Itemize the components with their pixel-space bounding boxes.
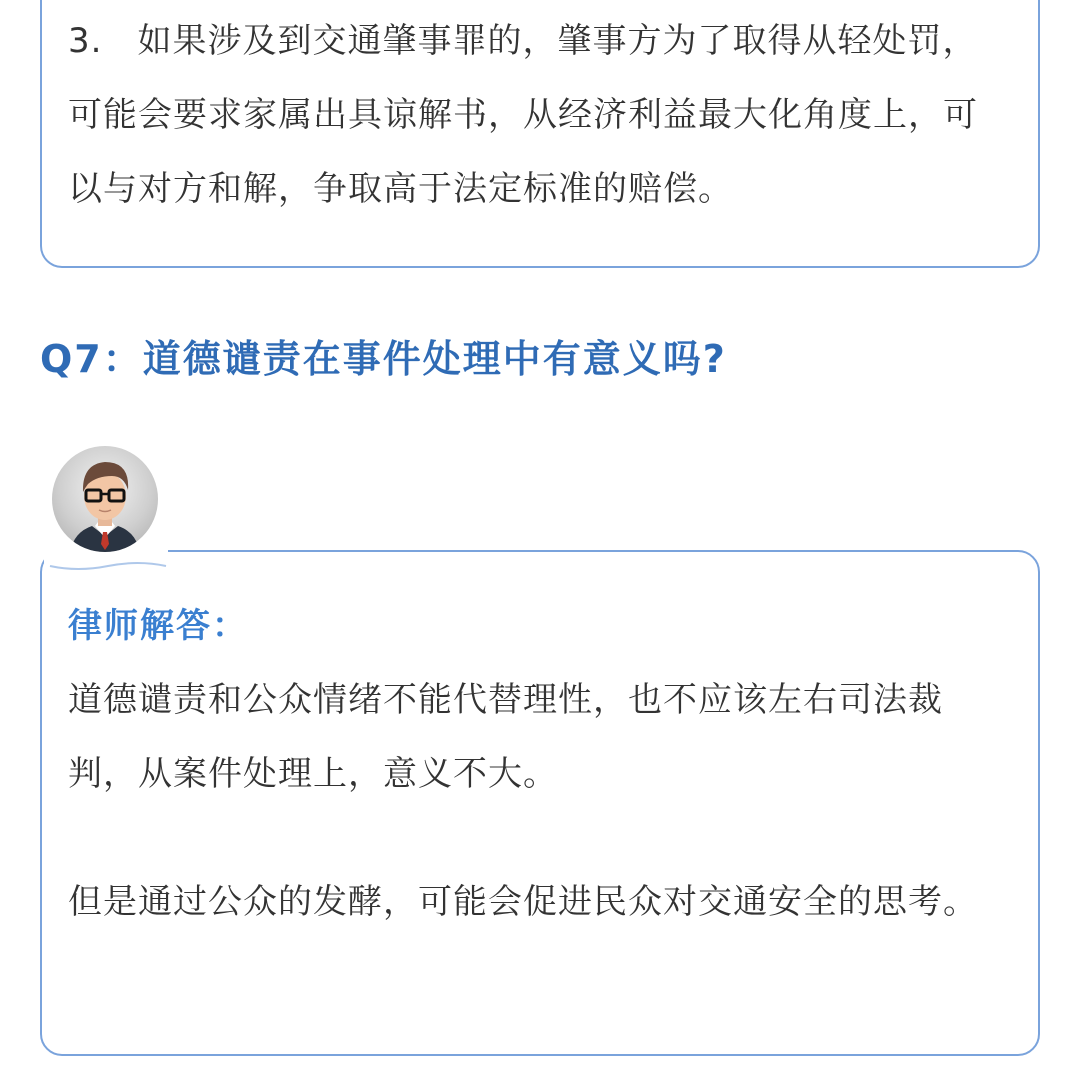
lawyer-avatar-icon — [52, 446, 158, 552]
avatar-swoosh-decoration — [48, 560, 168, 574]
answer-paragraph-1: 道德谴责和公众情绪不能代替理性，也不应该左右司法裁判，从案件处理上，意义不大。 — [68, 680, 943, 794]
lawyer-answer-label: 律师解答： — [68, 606, 248, 646]
previous-answer-text: 3. 如果涉及到交通肇事罪的，肇事方为了取得从轻处罚，可能会要求家属出具谅解书，从经济利益最大化角度上，可以与对方和解，争取高于法定标准的赔偿。 — [68, 21, 978, 209]
question-heading: Q7：道德谴责在事件处理中有意义吗? — [40, 337, 727, 381]
answer-paragraph-2: 但是通过公众的发酵，可能会促进民众对交通安全的思考。 — [68, 882, 978, 922]
